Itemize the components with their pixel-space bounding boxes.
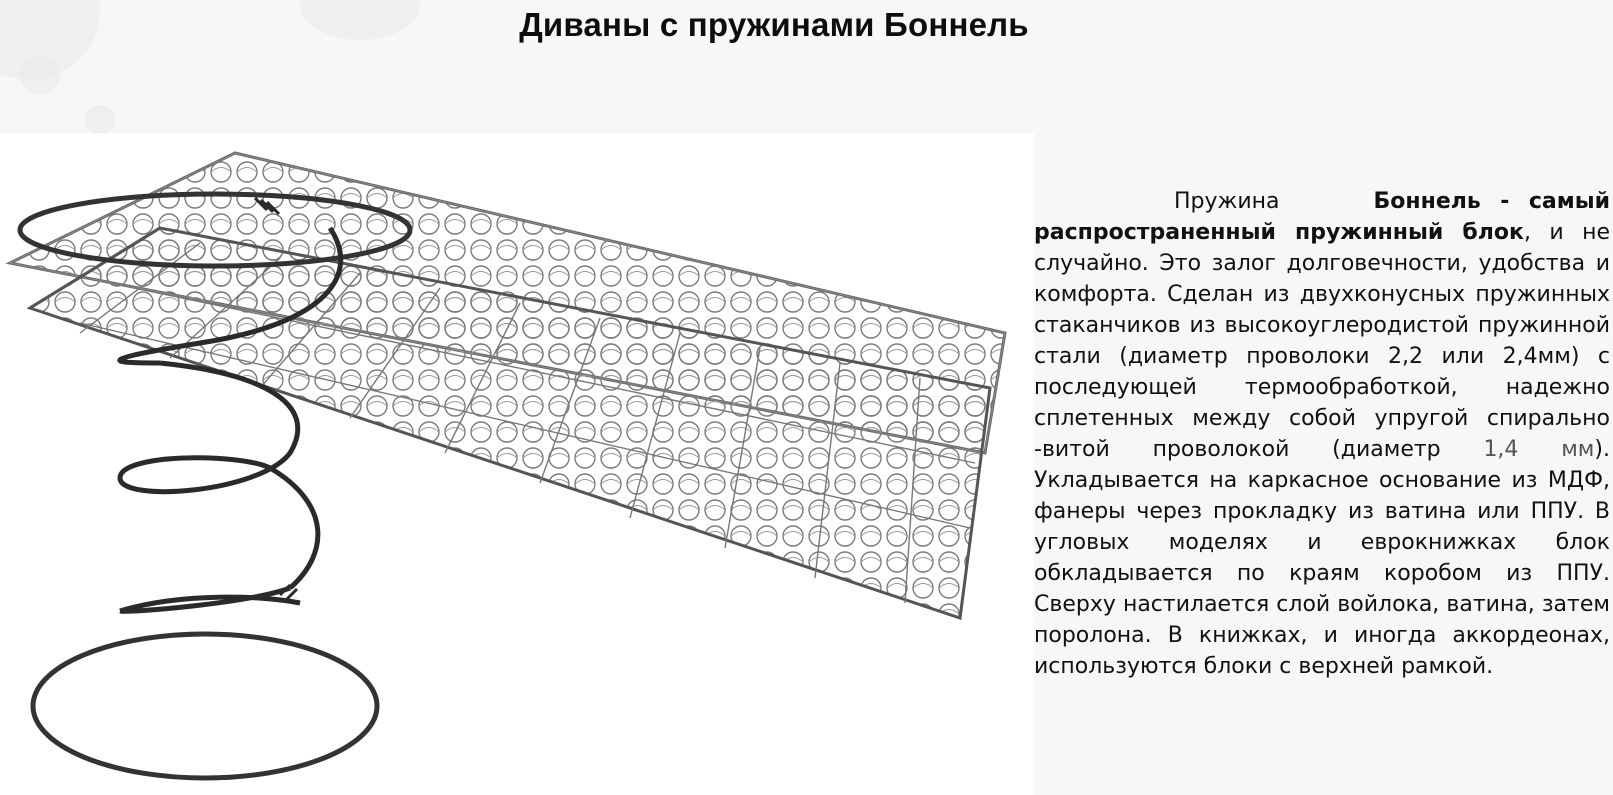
bold-phrase: Боннель - самый распространенный пружинный блок xyxy=(1034,189,1611,245)
lead-word: Пружина xyxy=(1174,189,1280,214)
page-title: Диваны с пружинами Боннель xyxy=(519,6,1029,43)
background-decoration xyxy=(85,105,115,135)
article-body-part2: ). Укладывается на каркасное основание из МДФ, фанеры через прокладку из ватина или ППУ. В угловых моделях и еврокнижках блок обкладывается по краям коробом из ППУ. Сверху настилается слой войлока, ватина, затем поролона. В книжках, и иногда аккордеонах, используются блоки с верхней рамкой. xyxy=(1034,437,1610,679)
spring-illustration xyxy=(0,133,1034,795)
article-body-part1: , и не случайно. Это залог долговечности, удобства и комфорта. Сделан из двухконусных пружинных стаканчиков из высокоуглеродистой пружинной стали (диаметр проволоки 2,2 или 2,4мм) с последующей термообработкой, надежно сплетенных между собой упругой спирально -витой проволокой (диаметр xyxy=(1034,220,1611,462)
spring-block-image xyxy=(0,133,1034,795)
wire-diameter-value: 1,4 мм xyxy=(1483,437,1595,462)
background-decoration xyxy=(20,55,60,95)
article-text xyxy=(1034,186,1610,682)
